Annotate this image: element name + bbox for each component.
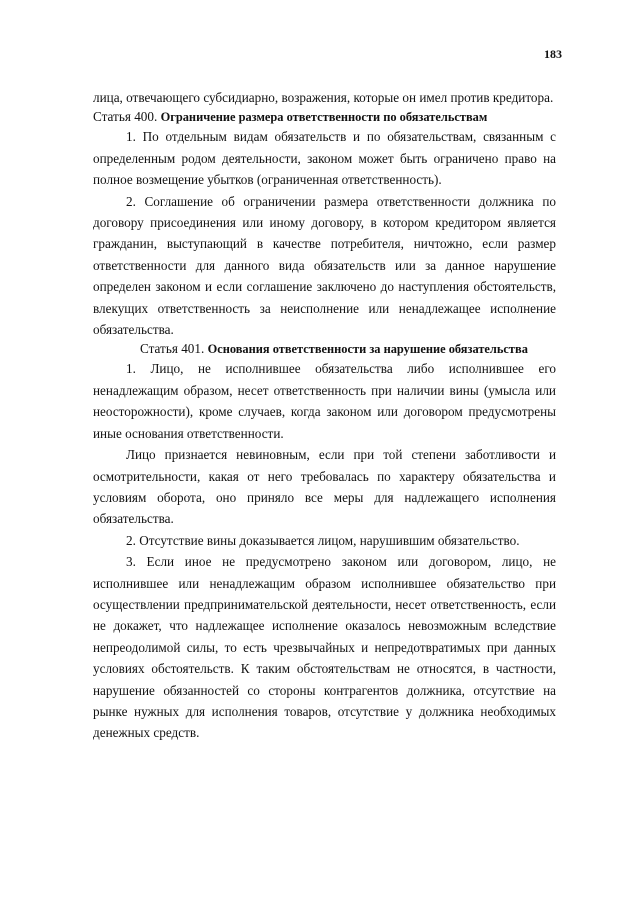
article-401-paragraph-1: 1. Лицо, не исполнившее обязательства либо исполнившее его ненадлежащим образом, несет ответственность при наличии вины (умысла или неосторожности), кроме случаев, когда законом или договором предусмотрены иные основания ответственности.: [93, 361, 556, 441]
article-401-title: Основания ответственности за нарушение обязательства: [207, 342, 528, 357]
article-401-paragraph-3: 3. Если иное не предусмотрено законом или договором, лицо, не исполнившее или ненадлежащим образом исполнившее обязательство при осуществлении предпринимательской деятельности, несет ответственность, если не докажет, что надлежащее исполнение оказалось невозможным вследствие непреодолимой силы, то есть чрезвычайных и непредотвратимых при данных условиях обстоятельств. К таким обстоятельствам не относятся, в частности, нарушение обязанностей со стороны контрагентов должника, отсутствие на рынке нужных для исполнения товаров, отсутствие у должника необходимых денежных средств.: [93, 554, 556, 741]
article-400-paragraph-2: 2. Соглашение об ограничении размера ответственности должника по договору присоединения или иному договору, в котором кредитором является гражданин, выступающий в качестве потребителя, ничтожно, если размер ответственности для данного вида обязательств или за данное нарушение определен законом и если соглашение заключено до наступления обстоятельств, влекущих ответственность за неисполнение или ненадлежащее исполнение обязательства.: [93, 193, 556, 338]
article-400-title: Ограничение размера ответственности по обязательствам: [160, 110, 488, 125]
article-400-heading: [93, 108, 556, 126]
document-body: [93, 87, 556, 744]
article-400-number: Статья 400.: [93, 109, 158, 125]
article-401-heading: [93, 340, 556, 358]
paragraph-continuation: лица, отвечающего субсидиарно, возражения, которые он имел против кредитора.: [93, 90, 554, 105]
article-400-paragraph-1: 1. По отдельным видам обязательств и по обязательствам, связанным с определенным родом деятельности, законом может быть ограничено право на полное возмещение убытков (ограниченная ответственность).: [93, 129, 556, 188]
article-401-paragraph-innocence: Лицо признается невиновным, если при той степени заботливости и осмотрительности, какая от него требовалась по характеру обязательства и условиям оборота, оно приняло все меры для надлежащего исполнения обязательства.: [93, 447, 556, 527]
page-number: 183: [544, 47, 562, 61]
article-401-paragraph-2: 2. Отсутствие вины доказывается лицом, нарушившим обязательство.: [126, 532, 520, 548]
article-401-number: Статья 401.: [140, 341, 205, 357]
